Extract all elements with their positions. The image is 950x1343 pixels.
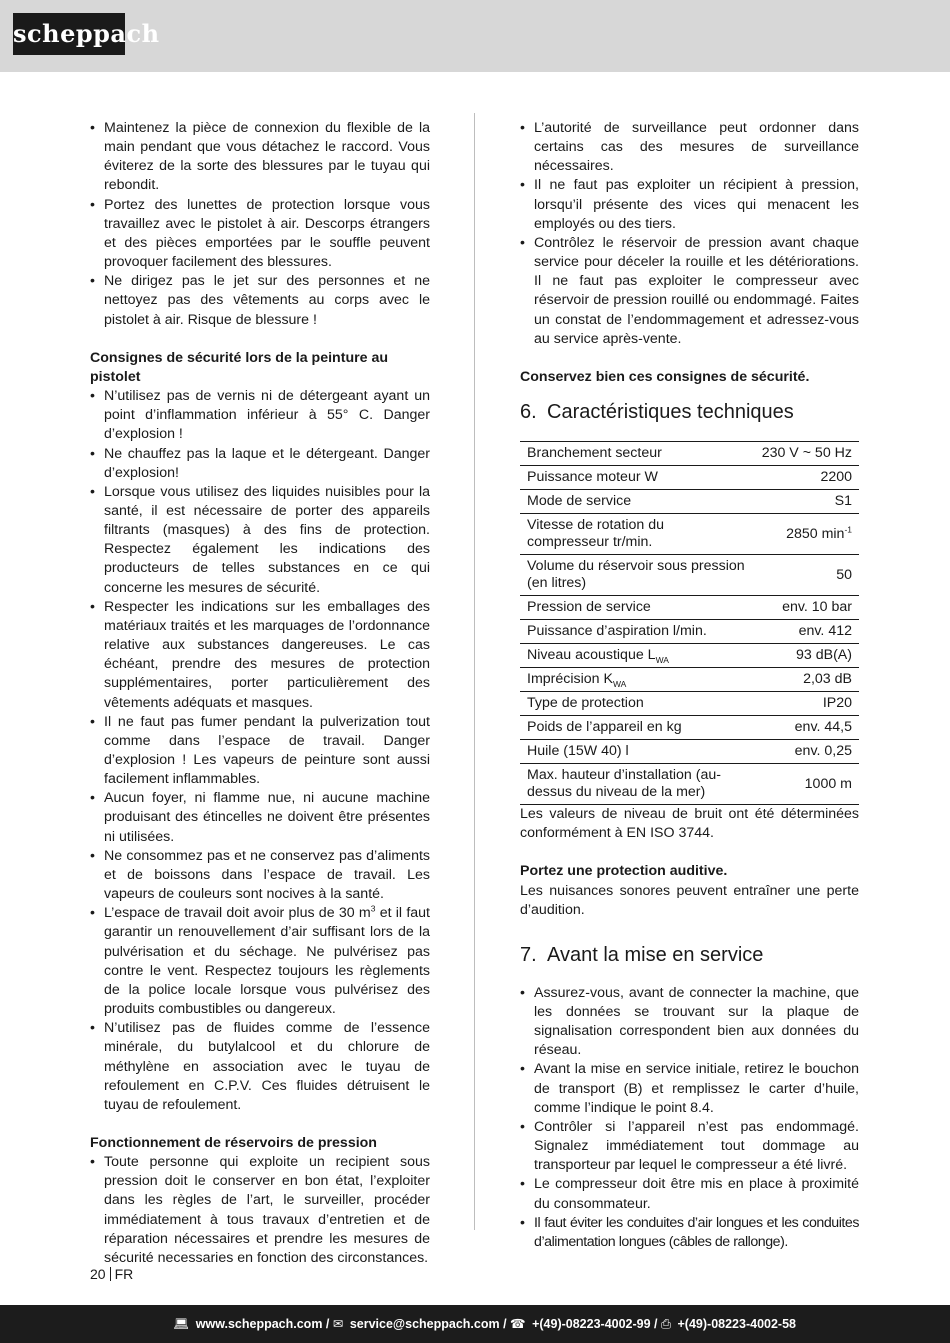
spec-label-text: Niveau acoustique L (527, 647, 656, 664)
table-row (520, 442, 859, 466)
spec-label (520, 644, 755, 668)
list-item: • Portez des lunettes de protection lorsque vous travaillez avec le pistolet à air. Descorps étrangers et des pièces emportées par le souffle peuvent provoquer facilement des blessures. (90, 196, 430, 273)
table-row (520, 668, 859, 692)
list-item: • Maintenez la pièce de connexion du flexible de la main pendant que vous détachez le raccord. Vous éviterez de la sorte des blessures par le tuyau qui rebondit. (90, 119, 430, 196)
tanks-bullet-list (90, 1153, 430, 1268)
list-item: • Le compresseur doit être mis en place à proximité du consommateur. (520, 1175, 859, 1213)
phone-number: +(49)-08223-4002-99 (532, 1317, 651, 1331)
spec-label-subscript: WA (655, 654, 669, 665)
spec-value: 93 dB(A) (755, 644, 859, 668)
list-item: • Assurez-vous, avant de connecter la machine, que les données se trouvant sur la plaque de signalisation correspondent bien aux données du réseau. (520, 984, 859, 1061)
scheppach-logo: scheppach (13, 13, 125, 55)
spec-label: Mode de service (520, 490, 755, 514)
spec-label: Puissance moteur W (520, 466, 755, 490)
page-number-value: 20 (90, 1266, 106, 1282)
header-bar (0, 0, 950, 72)
list-item: • Contrôler si l’appareil n’est pas endommagé. Signalez immédiatement tout dommage au transporteur par lequel le compresseur a été livré. (520, 1118, 859, 1175)
column-divider (474, 113, 475, 1230)
table-row (520, 764, 859, 805)
computer-icon: 💻︎ (173, 1317, 190, 1331)
spec-label: Vitesse de rotation du compresseur tr/min. (520, 514, 755, 555)
airspace-text-before: L’espace de travail doit avoir plus de 30 m (104, 905, 371, 922)
spec-value: IP20 (755, 692, 859, 716)
spec-label (520, 668, 755, 692)
spec-value: env. 0,25 (755, 740, 859, 764)
spec-value: 2200 (755, 466, 859, 490)
list-item: • Il ne faut pas exploiter un récipient à pression, lorsqu’il présente des vices qui menacent les employés ou des tiers. (520, 176, 859, 233)
footer-bar (0, 1305, 950, 1343)
section-title-text: Caractéristiques techniques (547, 401, 794, 424)
spec-label: Puissance d’aspiration l/min. (520, 620, 755, 644)
table-row (520, 740, 859, 764)
spec-label-text: Imprécision K (527, 671, 613, 688)
table-row (520, 555, 859, 596)
keep-instructions-notice: Conservez bien ces consignes de sécurité. (520, 368, 810, 385)
airspace-text-after: et il faut garantir un renouvellement d’air suffisant lors de la pulvérisation et du séchage. Ne pulvérisez pas contre le vent. Respectez toujours les règlements de la police locale lorsque vous pulvérisez des produits combustibles ou dangereux. (104, 905, 430, 1018)
table-row (520, 644, 859, 668)
list-item: • N’utilisez pas de fluides comme de l’essence minérale, du butylalcool et du chlorure de méthylène en association avec le tuyau de refoulement en C.P.V. Ces fluides détruisent le tuyau de refoulement. (90, 1019, 430, 1115)
footer-separator: / (322, 1317, 333, 1331)
phone-icon: ☎︎ (510, 1317, 526, 1331)
spec-label: Branchement secteur (520, 442, 755, 466)
right-column (520, 119, 859, 1252)
spec-value: S1 (755, 490, 859, 514)
page-number-divider (110, 1267, 111, 1281)
pressure-tanks-heading: Fonctionnement de réservoirs de pression (90, 1134, 377, 1151)
spec-label: Huile (15W 40) l (520, 740, 755, 764)
list-item: • Lorsque vous utilisez des liquides nuisibles pour la santé, il est nécessaire de porter des appareils filtrants (masques) à des fins de protection. Respectez également les indications des producteurs de telles substances en ce qui concerne les mesures de sécurité. (90, 483, 430, 598)
painting-safety-heading: Consignes de sécurité lors de la peinture au pistolet (90, 349, 389, 385)
list-item (90, 904, 430, 1019)
spec-label: Volume du réservoir sous pression (en litres) (520, 555, 755, 596)
email-link[interactable]: service@scheppach.com (349, 1317, 500, 1331)
list-item: • N’utilisez pas de vernis ni de détergeant ayant un point d’inflammation inférieur à 55° C. Danger d’explosion ! (90, 387, 430, 444)
list-item: • L’autorité de surveillance peut ordonner dans certains cas des mesures de surveillance nécessaires. (520, 119, 859, 176)
language-code: FR (114, 1266, 134, 1282)
left-column (90, 119, 430, 1268)
spec-label: Max. hauteur d’installation (au-dessus du niveau de la mer) (520, 764, 755, 805)
spec-value: env. 412 (755, 620, 859, 644)
table-row (520, 466, 859, 490)
mail-icon: ✉︎ (332, 1317, 344, 1331)
noise-note: Les valeurs de niveau de bruit ont été déterminées conformément à EN ISO 3744. (520, 806, 859, 842)
spec-label-subscript: WA (612, 678, 627, 689)
section-6-title (520, 399, 859, 425)
spec-value-text: 2850 min (786, 525, 845, 542)
spec-value: env. 10 bar (755, 596, 859, 620)
website-link[interactable]: www.scheppach.com (195, 1317, 323, 1331)
spec-label: Type de protection (520, 692, 755, 716)
table-row (520, 620, 859, 644)
intro-bullet-list (90, 119, 430, 330)
table-row (520, 692, 859, 716)
spec-value: 2,03 dB (755, 668, 859, 692)
list-item: • Respecter les indications sur les emballages des matériaux traités et les marquages de l’ordonnance relative aux substances dangereuses. Le cas échéant, prendre des mesures de protection supplémentaires, porter particulièrement des vêtements adéquats et masques. (90, 598, 430, 713)
table-row (520, 490, 859, 514)
cubic-superscript: 3 (370, 903, 376, 914)
table-row (520, 716, 859, 740)
technical-specs-table (520, 441, 859, 805)
spec-value: 230 V ~ 50 Hz (755, 442, 859, 466)
table-row (520, 596, 859, 620)
spec-value-superscript: -1 (844, 523, 852, 534)
list-item: • Il faut éviter les conduites d’air longues et les conduites d’alimentation longues (câbles de rallonge). (520, 1214, 859, 1252)
footer-separator: / (650, 1317, 661, 1331)
spec-value: 1000 m (755, 764, 859, 805)
spec-label: Pression de service (520, 596, 755, 620)
list-item: • Il ne faut pas fumer pendant la pulverization tout comme dans l’espace de travail. Danger d’explosion ! Les vapeurs de peinture sont aussi facilement inflammables. (90, 713, 430, 790)
list-item: • Toute personne qui exploite un recipient sous pression doit le conserver en bon état, l’exploiter dans les règles de l’art, le surveiller, procéder immédiatement à tous travaux d’entretien et de réparation nécessaires et prendre les mesures de sécurité necessaries en fonction des circonstances. (90, 1153, 430, 1268)
page-number (90, 1265, 133, 1283)
section-7-title (520, 942, 859, 968)
footer-separator: / (499, 1317, 511, 1331)
spec-value: env. 44,5 (755, 716, 859, 740)
hearing-protection-heading: Portez une protection auditive. (520, 863, 728, 880)
painting-bullet-list (90, 387, 430, 1115)
list-item: • Ne consommez pas et ne conservez pas d’aliments et de boissons dans l’espace de travail. Les vapeurs de couleurs sont nocives à la santé. (90, 847, 430, 904)
section-number: 7. (520, 943, 537, 966)
fax-number: +(49)-08223-4002-58 (677, 1317, 796, 1331)
section-title-text: Avant la mise en service (547, 943, 764, 966)
spec-label: Poids de l’appareil en kg (520, 716, 755, 740)
section-number: 6. (520, 401, 537, 424)
fax-icon: ⎙ (661, 1317, 672, 1331)
list-item: • Avant la mise en service initiale, retirez le bouchon de transport (B) et remplissez le carter d’huile, comme l’indique le point 8.4. (520, 1060, 859, 1117)
startup-bullet-list (520, 984, 859, 1252)
list-item: • Contrôlez le réservoir de pression avant chaque service pour déceler la rouille et les détériorations. Il ne faut pas exploiter le compresseur avec réservoir de pression rouillé ou endommagé. Faites un constat de l’endommagement et adressez-vous au service après-vente. (520, 234, 859, 349)
list-item: • Ne chauffez pas la laque et le détergeant. Danger d’explosion! (90, 445, 430, 483)
table-row (520, 514, 859, 555)
hearing-protection-text: Les nuisances sonores peuvent entraîner une perte d’audition. (520, 882, 859, 918)
list-item: • Ne dirigez pas le jet sur des personnes et ne nettoyez pas des vêtements au corps avec le pistolet à air. Risque de blessure ! (90, 272, 430, 329)
list-item: • Aucun foyer, ni flamme nue, ni aucune machine produisant des étincelles ne doivent être présentes ni utilisées. (90, 789, 430, 846)
spec-value (755, 514, 859, 555)
tanks-bullet-list-continued (520, 119, 859, 349)
spec-value: 50 (755, 555, 859, 596)
